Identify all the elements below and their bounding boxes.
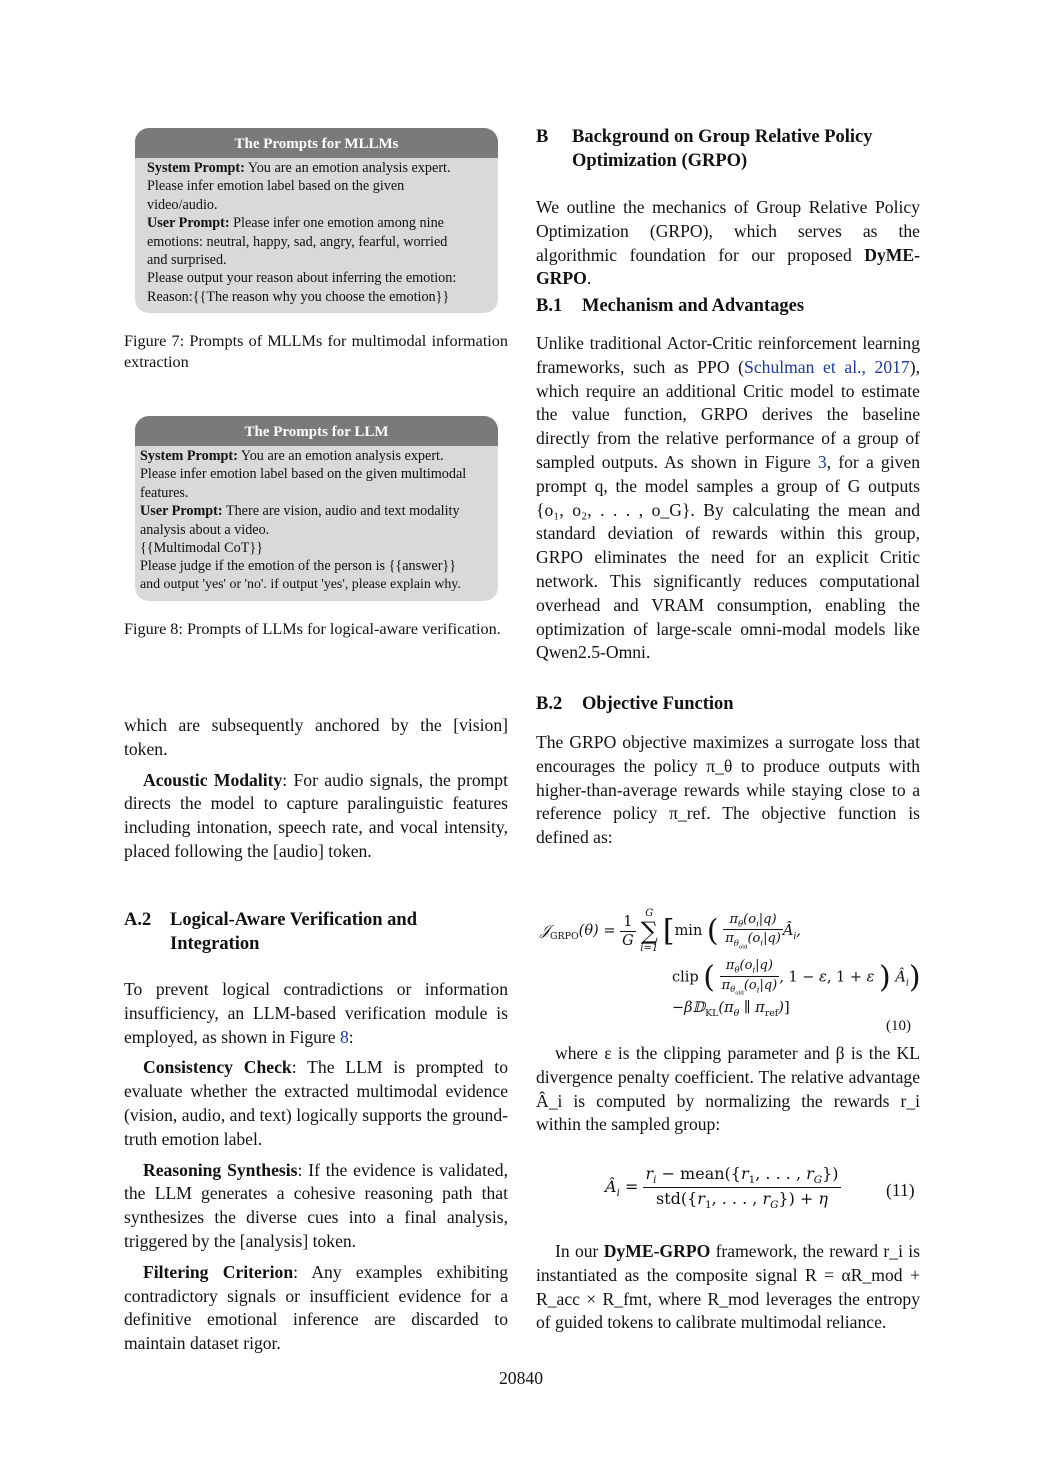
method-name-dyme-grpo: DyME-GRPO: [536, 244, 920, 289]
figure-7-box-header: The Prompts for MLLMs: [135, 128, 498, 158]
term-acoustic-modality: Acoustic Modality: [143, 769, 283, 790]
term-reasoning-synthesis: Reasoning Synthesis: [143, 1159, 298, 1180]
figure-7-prompt-box: [135, 128, 498, 313]
prompt-line: User Prompt: Please infer one emotion among nine: [147, 215, 444, 232]
prompt-line: Reason:{{The reason why you choose the emotion}}: [147, 288, 450, 305]
equation-10-number: (10): [886, 1018, 911, 1034]
figure-8-box-header: The Prompts for LLM: [135, 416, 498, 446]
prompt-line: features.: [140, 484, 189, 501]
paragraph-clipping: where ε is the clipping parameter and β is the KL divergence penalty coefficient. The relative advantage Â_i is computed by normalizing the rewards r_i within the sampled group:: [536, 1043, 920, 1135]
prompt-line: and output 'yes' or 'no'. if output 'yes', please explain why.: [140, 576, 461, 592]
left-body-lower: [124, 978, 508, 1356]
page-number: 20840: [499, 1368, 543, 1388]
equation-11-number: (11): [886, 1180, 915, 1200]
paragraph-vision-anchor: which are subsequently anchored by the [vision] token.: [124, 715, 508, 759]
figure-3-link[interactable]: 3: [817, 451, 827, 472]
figure-7-caption: Figure 7: Prompts of MLLMs for multimodal information extraction: [124, 332, 508, 371]
figure-8-caption: Figure 8: Prompts of LLMs for logical-aware verification.: [124, 620, 501, 638]
figure-8-link[interactable]: 8: [340, 1026, 349, 1047]
section-heading-a2: A.2 Logical-Aware Verification and Integration: [124, 910, 417, 954]
equation-11: $Â_i$ = $\frac{r_i - mean(\{r_1, . . . , r_G\})}{std(\{r_1, . . . , r_G\}) + \eta}$: [605, 1164, 839, 1212]
paragraph-reasoning-synthesis: Reasoning Synthesis: If the evidence is validated, the LLM generates a cohesive reasoning path that synthesizes the diverse cues into a final analysis, triggered by the [analysis] token.: [124, 1159, 508, 1251]
paragraph-verification-intro: To prevent logical contradictions or information insufficiency, an LLM-based verification module is employed, as shown in Figure 8:: [124, 979, 508, 1047]
method-name-dyme-grpo: DyME-GRPO: [603, 1241, 711, 1261]
prompt-line: System Prompt: You are an emotion analysis expert.: [140, 448, 444, 464]
prompt-line: {{Multimodal CoT}}: [140, 540, 264, 557]
paragraph-filtering-criterion: Filtering Criterion: Any examples exhibiting contradictory signals or insufficient evidence for a definitive emotional inference are discarded to maintain dataset rigor.: [124, 1261, 509, 1354]
paragraph-dyme-reward: In our DyME-GRPO framework, the reward r_i is instantiated as the composite signal R = αR_mod + R_acc × R_fmt, where R_mod leverages the entropy of guided tokens to calibrate multimodal reliance.: [536, 1241, 920, 1333]
prompt-line: Please judge if the emotion of the person is {{answer}}: [140, 558, 457, 575]
prompt-line: and surprised.: [147, 252, 227, 269]
paragraph-acoustic-modality: Acoustic Modality: For audio signals, the prompt directs the model to capture paralinguistic features including intonation, speech rate, and vocal intensity, placed following the [audio] token.: [124, 769, 508, 861]
paragraph-consistency-check: Consistency Check: The LLM is prompted to evaluate whether the extracted multimodal evidence (vision, audio, and text) logically supports the ground-truth emotion label.: [124, 1057, 508, 1149]
paragraph-objective: The GRPO objective maximizes a surrogate loss that encourages the policy π_θ to produce outputs with higher-than-average rewards while staying close to a reference policy π_ref. The objective function is defined as:: [536, 732, 920, 848]
section-heading-b2: B.2 Objective Function: [536, 694, 734, 714]
paragraph-mechanism: Unlike traditional Actor-Critic reinforcement learning frameworks, such as PPO (Schulman et al., 2017), which require an additional Critic model to estimate the value function, GRPO derives the baseline directly from the relative performance of a group of sampled outputs. As shown in Figure 3, for a given prompt q, the model samples a group of G outputs {o₁, o₂, . . . , o_G}. By calculating the mean and standard deviation of rewards within this group, GRPO eliminates the need for an explicit Critic network. This significantly reduces computational overhead and VRAM consumption, enabling the optimization of large-scale omni-modal models like Qwen2.5-Omni.: [536, 333, 920, 663]
prompt-line: System Prompt: You are an emotion analysis expert.: [147, 160, 451, 176]
term-consistency-check: Consistency Check: [143, 1057, 292, 1078]
prompt-line: analysis about a video.: [140, 521, 270, 538]
paragraph-grpo-overview: We outline the mechanics of Group Relative Policy Optimization (GRPO), which serves as the algorithmic foundation for our proposed DyME-GRPO.: [536, 197, 920, 289]
equation-10: 𝒥$_{GRPO}$(θ) = $\frac{1}{G}$ G ∑ i=1 [min ( $\frac{\pi_\theta(o_i|q)}{\pi_{\theta_{old}}(o_i|q)}$ $Â_i$, clip ( $\frac{\pi_\theta(o_i|q)}{\pi_{\theta_{old}}(o_i|q)}$ , 1 − ε, 1 + ε ) $Â_i$) $-\beta 𝔻_{KL}(\pi_\theta$ ∥ $\pi_{ref}$)]: [540, 908, 921, 1019]
prompt-line: Please infer emotion label based on the given: [147, 178, 405, 195]
prompt-line: User Prompt: There are vision, audio and text modality: [140, 503, 460, 520]
prompt-line: video/audio.: [147, 196, 218, 213]
figure-8-prompt-box: [135, 416, 498, 601]
section-heading-b: B Background on Group Relative Policy Optimization (GRPO): [536, 127, 873, 171]
section-heading-b1: B.1 Mechanism and Advantages: [536, 296, 805, 316]
figure-7-box-body: [135, 158, 498, 306]
prompt-line: Please infer emotion label based on the given multimodal: [140, 466, 467, 483]
citation-schulman-2017[interactable]: Schulman et al., 2017: [744, 356, 910, 377]
left-body-upper: [124, 714, 508, 864]
term-filtering-criterion: Filtering Criterion: [143, 1261, 294, 1282]
prompt-line: Please output your reason about inferring the emotion:: [147, 270, 457, 287]
prompt-line: emotions: neutral, happy, sad, angry, fearful, worried: [147, 233, 448, 250]
figure-8-box-body: [135, 446, 498, 594]
